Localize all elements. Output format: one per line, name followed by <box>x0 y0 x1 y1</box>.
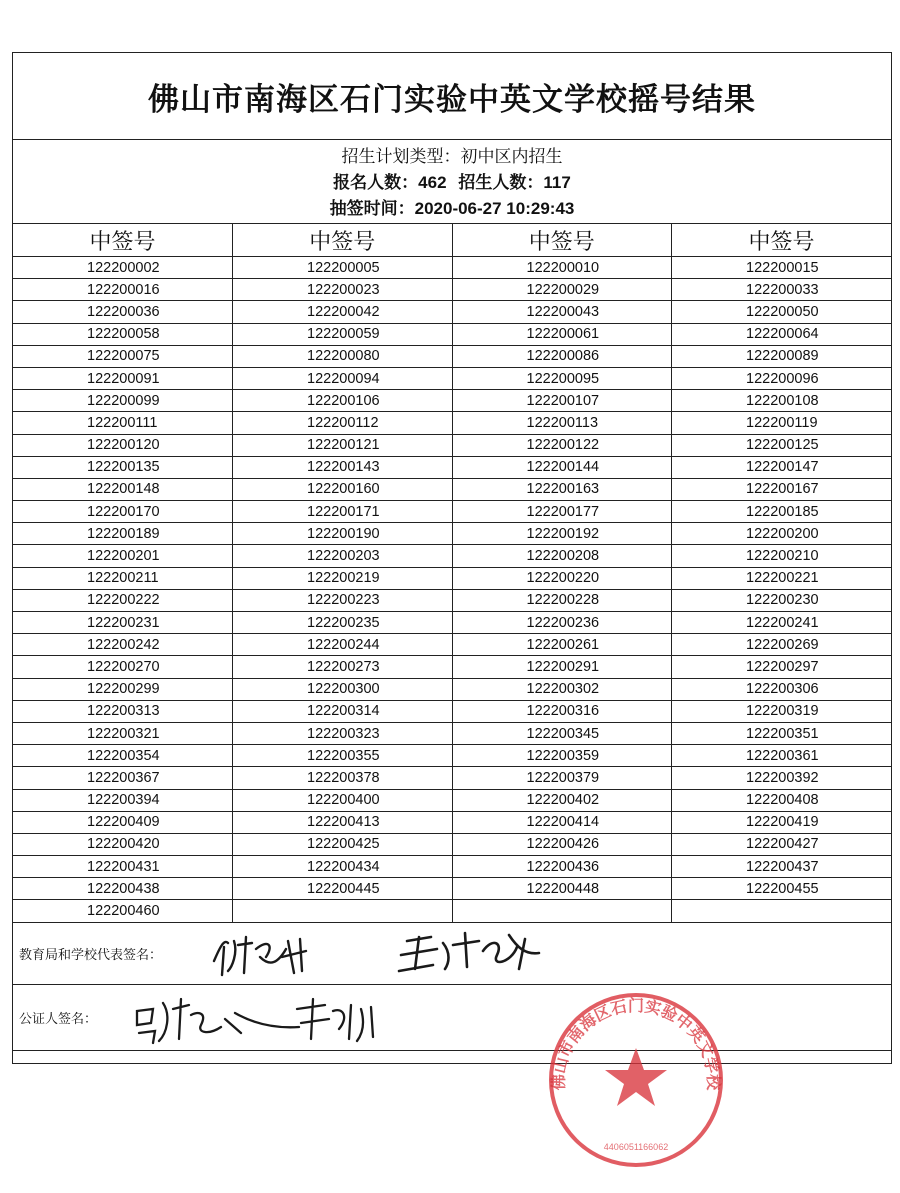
winning-number-cell <box>452 900 672 922</box>
winning-number-cell: 122200220 <box>452 567 672 589</box>
table-row <box>13 301 891 323</box>
winning-number-cell: 122200316 <box>452 700 672 722</box>
winning-number-cell: 122200023 <box>233 279 453 301</box>
column-header: 中签号 <box>452 224 672 257</box>
notary-signature-label: 公证人签名： <box>19 1011 98 1027</box>
table-row <box>13 523 891 545</box>
winning-number-cell: 122200314 <box>233 700 453 722</box>
winning-number-cell: 122200096 <box>672 367 892 389</box>
star-icon <box>605 1048 667 1106</box>
enrollment-label: 招生人数： <box>458 173 544 193</box>
winning-number-cell: 122200270 <box>13 656 233 678</box>
winning-number-cell: 122200438 <box>13 878 233 900</box>
draw-time-label: 抽签时间： <box>329 199 415 219</box>
winning-number-cell: 122200095 <box>452 367 672 389</box>
winning-number-cell: 122200210 <box>672 545 892 567</box>
winning-number-cell: 122200431 <box>13 856 233 878</box>
winning-number-cell: 122200177 <box>452 501 672 523</box>
winning-number-cell: 122200408 <box>672 789 892 811</box>
winning-number-cell: 122200036 <box>13 301 233 323</box>
winning-number-cell: 122200223 <box>233 589 453 611</box>
rep-signature-label: 教育局和学校代表签名： <box>19 947 163 963</box>
table-row <box>13 545 891 567</box>
table-row <box>13 456 891 478</box>
winning-number-cell: 122200171 <box>233 501 453 523</box>
winning-number-cell: 122200208 <box>452 545 672 567</box>
rep-signature-row <box>13 923 891 985</box>
table-row <box>13 367 891 389</box>
svg-text:佛山市南海区石门实验中英文学校: 佛山市南海区石门实验中英文学校 <box>548 996 724 1091</box>
table-row <box>13 745 891 767</box>
notary-signature-row <box>13 985 891 1051</box>
winning-number-cell: 122200460 <box>13 900 233 922</box>
table-row <box>13 390 891 412</box>
winning-number-cell: 122200300 <box>233 678 453 700</box>
winning-number-cell: 122200269 <box>672 634 892 656</box>
winning-number-cell: 122200228 <box>452 589 672 611</box>
winning-number-cell: 122200192 <box>452 523 672 545</box>
winning-numbers-table <box>13 224 891 923</box>
winning-number-cell: 122200244 <box>233 634 453 656</box>
winning-number-cell: 122200059 <box>233 323 453 345</box>
winning-number-cell: 122200437 <box>672 856 892 878</box>
table-row <box>13 323 891 345</box>
winning-number-cell: 122200203 <box>233 545 453 567</box>
applicants-value: 462 <box>418 173 447 192</box>
winning-number-cell: 122200112 <box>233 412 453 434</box>
winning-number-cell: 122200121 <box>233 434 453 456</box>
table-row <box>13 722 891 744</box>
winning-number-cell: 122200351 <box>672 722 892 744</box>
table-row <box>13 789 891 811</box>
winning-number-cell: 122200455 <box>672 878 892 900</box>
winning-number-cell: 122200221 <box>672 567 892 589</box>
winning-number-cell: 122200042 <box>233 301 453 323</box>
table-row <box>13 478 891 500</box>
winning-number-cell: 122200064 <box>672 323 892 345</box>
winning-number-cell: 122200273 <box>233 656 453 678</box>
winning-number-cell: 122200299 <box>13 678 233 700</box>
winning-number-cell: 122200211 <box>13 567 233 589</box>
column-header: 中签号 <box>233 224 453 257</box>
winning-number-cell: 122200147 <box>672 456 892 478</box>
handwritten-signature-2 <box>393 923 563 979</box>
winning-number-cell: 122200091 <box>13 367 233 389</box>
table-row <box>13 678 891 700</box>
column-header: 中签号 <box>13 224 233 257</box>
winning-number-cell: 122200002 <box>13 257 233 279</box>
winning-number-cell: 122200392 <box>672 767 892 789</box>
table-row <box>13 811 891 833</box>
table-row <box>13 589 891 611</box>
table-row <box>13 345 891 367</box>
table-row <box>13 833 891 855</box>
draw-info <box>13 140 891 224</box>
winning-number-cell: 122200235 <box>233 612 453 634</box>
winning-number-cell: 122200436 <box>452 856 672 878</box>
winning-number-cell: 122200120 <box>13 434 233 456</box>
winning-number-cell: 122200427 <box>672 833 892 855</box>
winning-number-cell: 122200426 <box>452 833 672 855</box>
winning-number-cell: 122200113 <box>452 412 672 434</box>
winning-number-cell: 122200061 <box>452 323 672 345</box>
table-row <box>13 567 891 589</box>
winning-number-cell: 122200160 <box>233 478 453 500</box>
winning-number-cell: 122200144 <box>452 456 672 478</box>
winning-number-cell: 122200367 <box>13 767 233 789</box>
winning-number-cell: 122200400 <box>233 789 453 811</box>
winning-number-cell: 122200043 <box>452 301 672 323</box>
winning-number-cell: 122200167 <box>672 478 892 500</box>
winning-number-cell: 122200319 <box>672 700 892 722</box>
winning-number-cell: 122200107 <box>452 390 672 412</box>
winning-number-cell: 122200231 <box>13 612 233 634</box>
handwritten-signature-1 <box>208 927 358 981</box>
table-row <box>13 412 891 434</box>
winning-number-cell: 122200094 <box>233 367 453 389</box>
winning-number-cell <box>233 900 453 922</box>
table-row <box>13 501 891 523</box>
table-row <box>13 856 891 878</box>
table-row <box>13 700 891 722</box>
winning-number-cell: 122200029 <box>452 279 672 301</box>
handwritten-signature-notary <box>129 989 419 1049</box>
winning-number-cell: 122200015 <box>672 257 892 279</box>
winning-number-cell: 122200106 <box>233 390 453 412</box>
winning-number-cell: 122200080 <box>233 345 453 367</box>
winning-number-cell: 122200222 <box>13 589 233 611</box>
winning-number-cell: 122200419 <box>672 811 892 833</box>
winning-number-cell: 122200361 <box>672 745 892 767</box>
winning-number-cell: 122200425 <box>233 833 453 855</box>
table-row <box>13 900 891 922</box>
winning-number-cell: 122200445 <box>233 878 453 900</box>
table-row <box>13 257 891 279</box>
result-sheet <box>12 52 892 1064</box>
winning-number-cell: 122200135 <box>13 456 233 478</box>
winning-number-cell: 122200122 <box>452 434 672 456</box>
winning-number-cell: 122200058 <box>13 323 233 345</box>
winning-number-cell: 122200033 <box>672 279 892 301</box>
winning-number-cell: 122200409 <box>13 811 233 833</box>
winning-number-cell: 122200378 <box>233 767 453 789</box>
winning-number-cell <box>672 900 892 922</box>
winning-number-cell: 122200016 <box>13 279 233 301</box>
winning-number-cell: 122200354 <box>13 745 233 767</box>
table-row <box>13 878 891 900</box>
winning-number-cell: 122200345 <box>452 722 672 744</box>
applicants-label: 报名人数： <box>333 173 419 193</box>
winning-number-cell: 122200201 <box>13 545 233 567</box>
winning-number-cell: 122200236 <box>452 612 672 634</box>
table-row <box>13 767 891 789</box>
table-row <box>13 656 891 678</box>
table-header-row <box>13 224 891 257</box>
page-title: 佛山市南海区石门实验中英文学校摇号结果 <box>13 53 891 140</box>
winning-number-cell: 122200075 <box>13 345 233 367</box>
winning-number-cell: 122200170 <box>13 501 233 523</box>
winning-number-cell: 122200086 <box>452 345 672 367</box>
winning-number-cell: 122200089 <box>672 345 892 367</box>
winning-number-cell: 122200241 <box>672 612 892 634</box>
winning-number-cell: 122200359 <box>452 745 672 767</box>
winning-number-cell: 122200291 <box>452 656 672 678</box>
winning-number-cell: 122200297 <box>672 656 892 678</box>
winning-number-cell: 122200010 <box>452 257 672 279</box>
winning-number-cell: 122200420 <box>13 833 233 855</box>
winning-number-cell: 122200111 <box>13 412 233 434</box>
winning-number-cell: 122200163 <box>452 478 672 500</box>
draw-time-line <box>13 196 891 222</box>
winning-number-cell: 122200355 <box>233 745 453 767</box>
winning-number-cell: 122200190 <box>233 523 453 545</box>
winning-number-cell: 122200242 <box>13 634 233 656</box>
winning-number-cell: 122200108 <box>672 390 892 412</box>
winning-number-cell: 122200119 <box>672 412 892 434</box>
winning-number-cell: 122200185 <box>672 501 892 523</box>
winning-number-cell: 122200189 <box>13 523 233 545</box>
winning-number-cell: 122200005 <box>233 257 453 279</box>
winning-number-cell: 122200323 <box>233 722 453 744</box>
winning-number-cell: 122200321 <box>13 722 233 744</box>
winning-number-cell: 122200261 <box>452 634 672 656</box>
winning-number-cell: 122200414 <box>452 811 672 833</box>
draw-time-value: 2020-06-27 10:29:43 <box>414 199 575 218</box>
table-row <box>13 279 891 301</box>
winning-number-cell: 122200413 <box>233 811 453 833</box>
column-header: 中签号 <box>672 224 892 257</box>
winning-number-cell: 122200219 <box>233 567 453 589</box>
winning-number-cell: 122200394 <box>13 789 233 811</box>
winning-number-cell: 122200143 <box>233 456 453 478</box>
table-row <box>13 612 891 634</box>
winning-number-cell: 122200379 <box>452 767 672 789</box>
winning-number-cell: 122200050 <box>672 301 892 323</box>
winning-number-cell: 122200200 <box>672 523 892 545</box>
winning-number-cell: 122200148 <box>13 478 233 500</box>
winning-number-cell: 122200402 <box>452 789 672 811</box>
winning-number-cell: 122200313 <box>13 700 233 722</box>
stamp-number: 4406051166062 <box>603 1142 669 1152</box>
enrollment-value: 117 <box>543 173 571 192</box>
counts-line <box>13 170 891 196</box>
winning-number-cell: 122200302 <box>452 678 672 700</box>
table-row <box>13 434 891 456</box>
winning-number-cell: 122200230 <box>672 589 892 611</box>
plan-type: 招生计划类型：初中区内招生 <box>341 147 563 167</box>
winning-number-cell: 122200099 <box>13 390 233 412</box>
winning-number-cell: 122200125 <box>672 434 892 456</box>
winning-number-cell: 122200306 <box>672 678 892 700</box>
winning-number-cell: 122200434 <box>233 856 453 878</box>
winning-number-cell: 122200448 <box>452 878 672 900</box>
table-row <box>13 634 891 656</box>
official-seal <box>546 990 726 1170</box>
